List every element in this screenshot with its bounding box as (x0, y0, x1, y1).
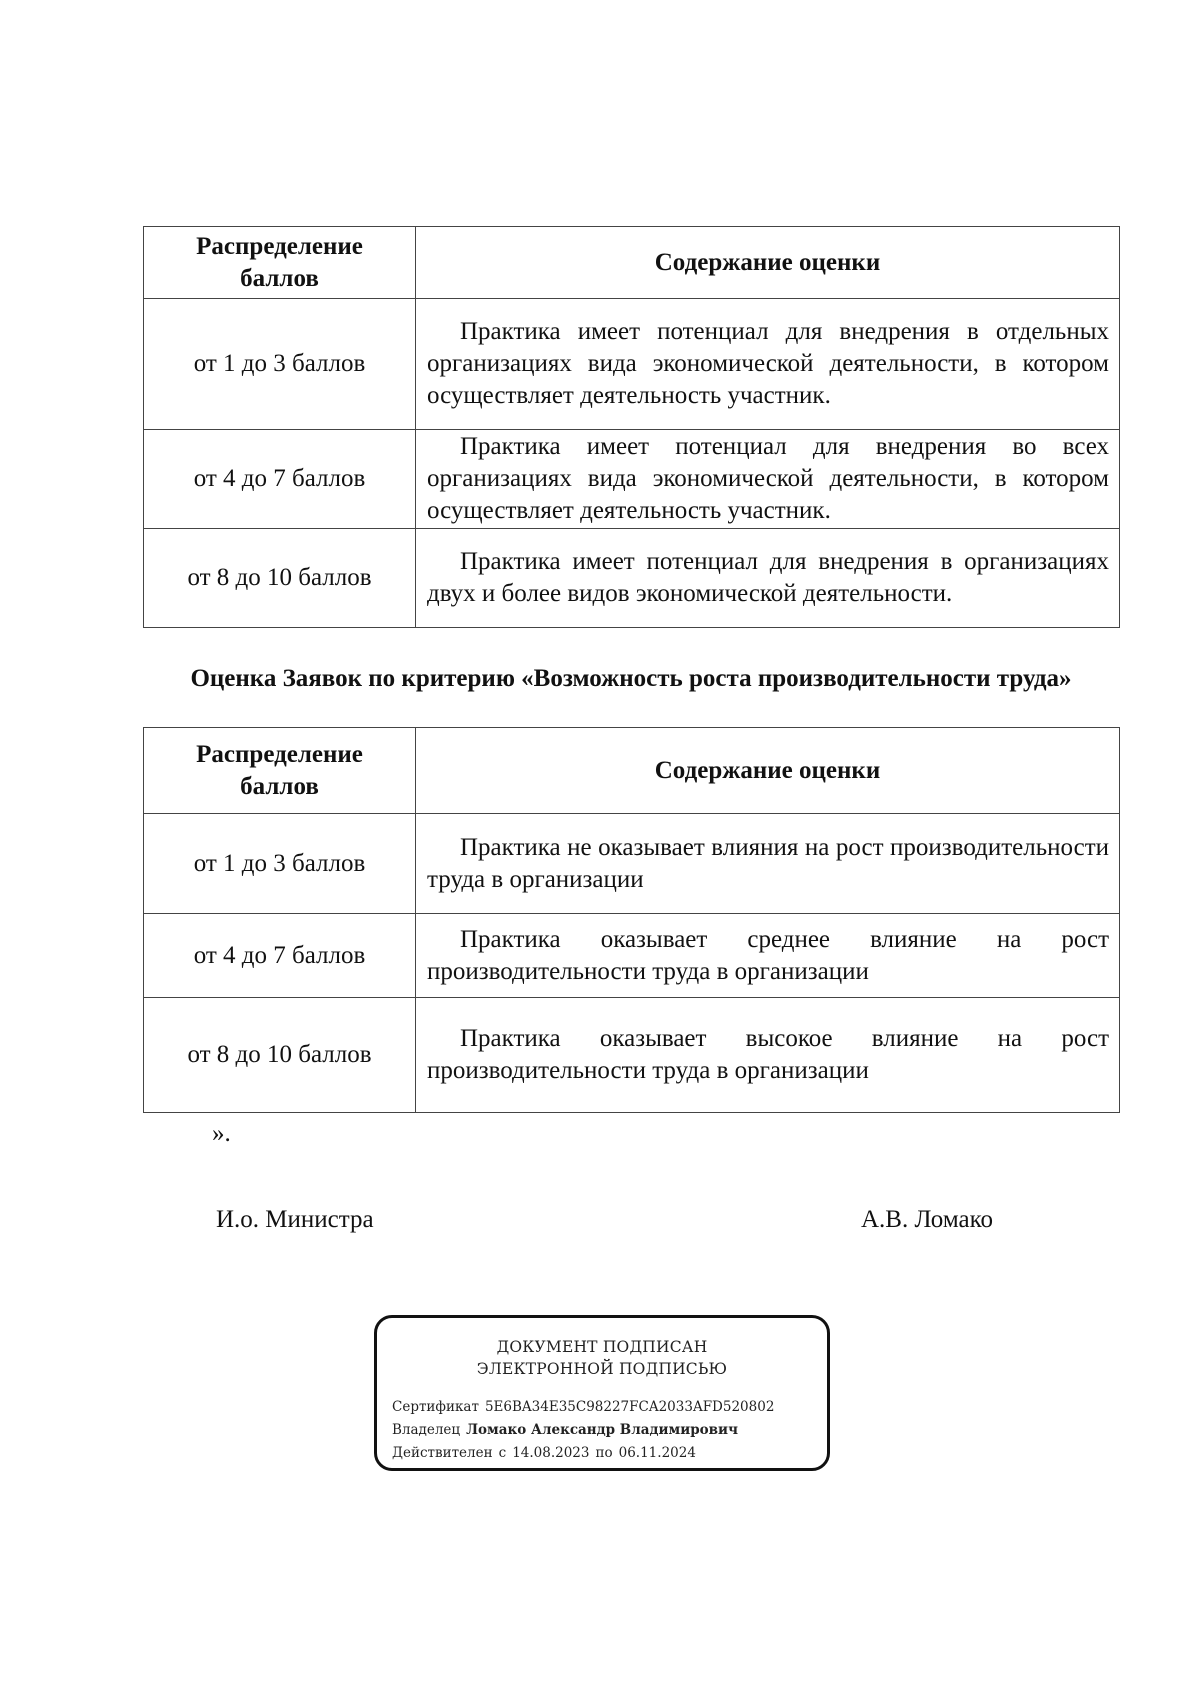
score-range-cell: от 4 до 7 баллов (144, 914, 416, 998)
stamp-heading-line2: ЭЛЕКТРОННОЙ ПОДПИСЬЮ (476, 1360, 728, 1378)
certificate-value: 5E6BA34E35C98227FCA2033AFD520802 (484, 1399, 775, 1415)
header-score-distribution-line1: Распределение (196, 232, 363, 260)
table-header-row (144, 227, 1120, 299)
criteria-table-1 (143, 226, 1120, 628)
header-score-distribution (144, 728, 416, 814)
header-assessment-content: Содержание оценки (416, 728, 1120, 814)
table-row (144, 998, 1120, 1113)
stamp-owner-line (392, 1421, 738, 1439)
table-row (144, 529, 1120, 628)
certificate-label: Сертификат (392, 1399, 479, 1415)
signatory-role: И.о. Министра (216, 1206, 374, 1233)
assessment-description-cell (416, 299, 1120, 430)
valid-from-label: с (498, 1445, 507, 1461)
valid-label: Действителен (392, 1445, 493, 1461)
stamp-heading (377, 1336, 827, 1380)
assessment-description-text: Практика имеет потенциал для внедрения в организациях двух и более видов экономической деятельности. (427, 548, 1109, 607)
stamp-validity-line (392, 1444, 696, 1462)
signatory-name: А.В. Ломако (861, 1206, 993, 1233)
header-score-distribution-line2: баллов (240, 772, 319, 800)
owner-label: Владелец (392, 1422, 461, 1438)
valid-to-label: по (595, 1445, 613, 1461)
assessment-description-text: Практика оказывает высокое влияние на рост производительности труда в организации (427, 1025, 1109, 1084)
assessment-description-text: Практика оказывает среднее влияние на рост производительности труда в организации (427, 925, 1109, 985)
assessment-description-cell (416, 430, 1120, 529)
section-title: Оценка Заявок по критерию «Возможность роста производительности труда» (190, 665, 1072, 692)
owner-value: Ломако Александр Владимирович (466, 1422, 738, 1438)
criteria-table-2 (143, 727, 1120, 1113)
table-header-row (144, 728, 1120, 814)
closing-quote-mark: ». (212, 1120, 231, 1147)
header-score-distribution (144, 227, 416, 299)
assessment-description-text: Практика не оказывает влияния на рост производительности труда в организации (427, 833, 1109, 893)
valid-to-date: 06.11.2024 (618, 1445, 696, 1461)
valid-from-date: 14.08.2023 (512, 1445, 590, 1461)
table-row (144, 814, 1120, 914)
score-range-cell: от 8 до 10 баллов (144, 529, 416, 628)
table-row (144, 914, 1120, 998)
assessment-description-text: Практика имеет потенциал для внедрения в отдельных организациях вида экономической деятельности, в котором осуществляет деятельность участник. (427, 318, 1109, 409)
stamp-certificate-line (392, 1398, 774, 1416)
score-range-cell: от 8 до 10 баллов (144, 998, 416, 1113)
score-range-cell: от 4 до 7 баллов (144, 430, 416, 529)
assessment-description-text: Практика имеет потенциал для внедрения во всех организациях вида экономической деятельности, в котором осуществляет деятельность участник. (427, 433, 1109, 524)
electronic-signature-stamp (374, 1315, 830, 1471)
assessment-description-cell (416, 814, 1120, 914)
header-score-distribution-line1: Распределение (196, 740, 363, 768)
score-range-cell: от 1 до 3 баллов (144, 814, 416, 914)
assessment-description-cell (416, 998, 1120, 1113)
table-row (144, 430, 1120, 529)
header-score-distribution-line2: баллов (240, 264, 319, 292)
table-row (144, 299, 1120, 430)
score-range-cell: от 1 до 3 баллов (144, 299, 416, 430)
header-assessment-content: Содержание оценки (416, 227, 1120, 299)
assessment-description-cell (416, 914, 1120, 998)
assessment-description-cell (416, 529, 1120, 628)
stamp-heading-line1: ДОКУМЕНТ ПОДПИСАН (496, 1338, 708, 1356)
